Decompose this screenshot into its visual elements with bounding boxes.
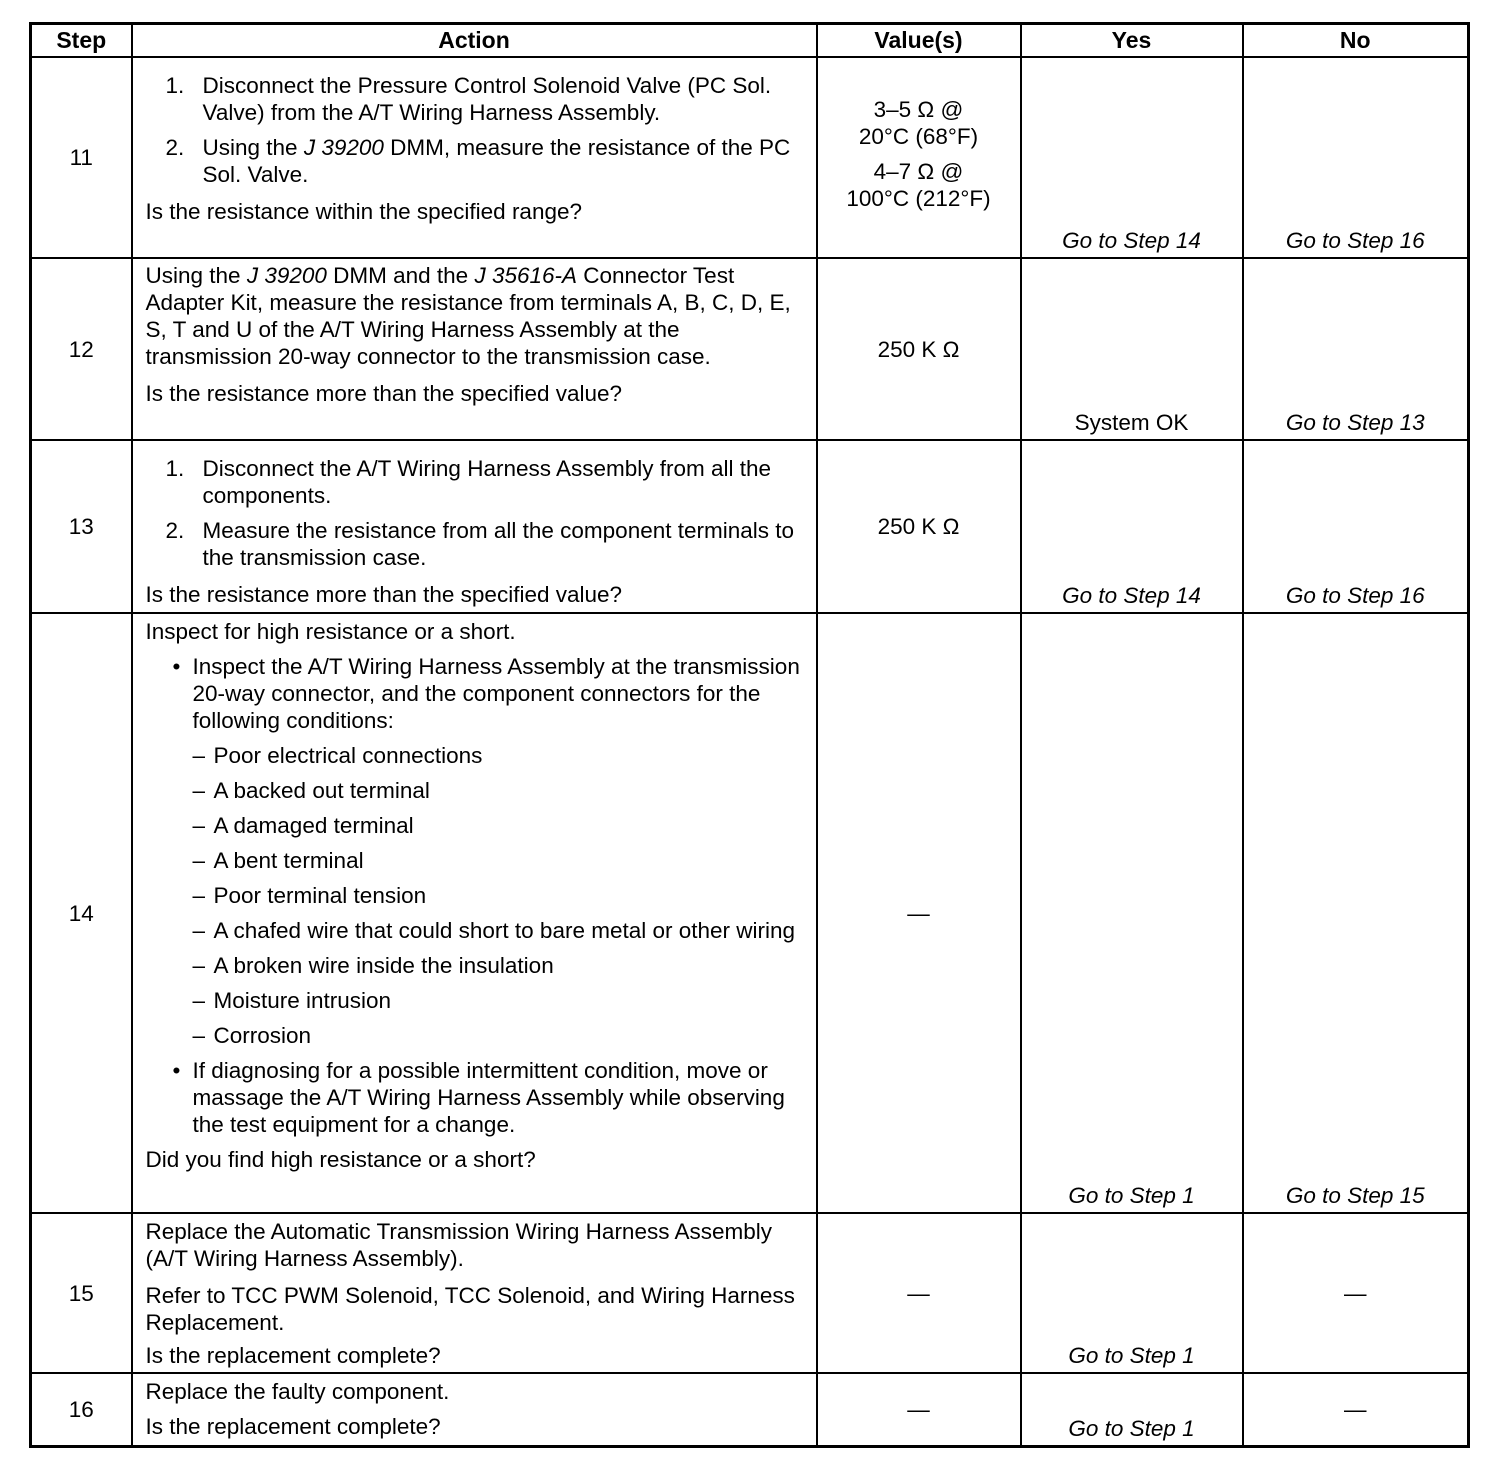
tool-reference: J 39200 — [246, 263, 327, 288]
tool-reference: J 39200 — [303, 135, 384, 160]
header-step: Step — [31, 24, 132, 58]
dash-marker: – — [192, 1023, 206, 1048]
action-steps — [146, 455, 804, 571]
step-number: 16 — [31, 1373, 132, 1446]
action-text: Disconnect the Pressure Control Solenoid Valve (PC Sol. Valve) from the A/T Wiring Harness Assembly. — [202, 73, 772, 125]
header-yes: Yes — [1021, 24, 1243, 58]
list-item — [181, 1022, 804, 1049]
action-text: Using the — [145, 263, 247, 288]
value-text: 20°C (68°F) — [858, 123, 979, 149]
action-paragraph: Replace the faulty component. — [145, 1379, 450, 1404]
condition-text: Poor electrical connections — [213, 743, 483, 768]
action-cell — [132, 1373, 817, 1446]
list-item — [181, 742, 804, 769]
no-cell: — — [1243, 1213, 1469, 1373]
yes-cell: Go to Step 1 — [1021, 1213, 1243, 1373]
condition-text: A broken wire inside the insulation — [213, 953, 554, 978]
step-number: 14 — [31, 613, 132, 1213]
action-text: If diagnosing for a possible intermittent condition, move or massage the A/T Wiring Harness Assembly while observing the test equipment for a change. — [192, 1058, 785, 1137]
no-cell: Go to Step 15 — [1243, 613, 1469, 1213]
action-cell — [132, 57, 817, 258]
yes-cell: Go to Step 1 — [1021, 613, 1243, 1213]
yes-cell: Go to Step 14 — [1021, 440, 1243, 613]
action-paragraph — [146, 262, 804, 370]
list-item: • If diagnosing for a possible intermittent condition, move or massage the A/T Wiring Harness Assembly while observing the test equipment for a change. — [172, 1058, 785, 1137]
list-item — [181, 882, 804, 909]
action-steps — [146, 72, 804, 188]
action-text: Measure the resistance from all the component terminals to the transmission case. — [202, 518, 795, 570]
no-cell: Go to Step 13 — [1243, 258, 1469, 440]
action-paragraph: Refer to TCC PWM Solenoid, TCC Solenoid, and Wiring Harness Replacement. — [145, 1283, 795, 1335]
list-item: • Inspect the A/T Wiring Harness Assembly at the transmission 20-way connector, and the component connectors for the following conditions: – Poor electrical connections – A backed out terminal – A damaged terminal – A bent terminal – Poor terminal tension – A chafed wire that could short to bare metal or other wiring – A broken wire inside the insulation – Moisture intrusion – Corrosion — [146, 653, 804, 1049]
action-text: DMM and the — [326, 263, 475, 288]
table-row-step-15 — [31, 1213, 1469, 1373]
list-item: 2. Measure the resistance from all the component terminals to the transmission case. — [165, 518, 795, 570]
condition-text: Corrosion — [213, 1023, 312, 1048]
dash-marker: – — [192, 953, 206, 978]
condition-text: A bent terminal — [213, 848, 364, 873]
action-question: Is the resistance within the specified range? — [145, 199, 582, 224]
action-cell — [132, 440, 817, 613]
action-cell — [132, 613, 817, 1213]
conditions-list — [193, 742, 804, 1049]
value-cell: — — [817, 613, 1021, 1213]
no-cell: Go to Step 16 — [1243, 57, 1469, 258]
list-item: 1. Disconnect the A/T Wiring Harness Assembly from all the components. — [165, 456, 772, 508]
list-item — [181, 847, 804, 874]
action-question: Is the resistance more than the specified value? — [145, 381, 623, 406]
table-row-step-11 — [31, 57, 1469, 258]
action-cell — [132, 258, 817, 440]
action-cell — [132, 1213, 817, 1373]
value-cell: — — [817, 1373, 1021, 1446]
action-question: Did you find high resistance or a short? — [145, 1147, 536, 1172]
action-question: Is the replacement complete? — [145, 1343, 441, 1368]
value-text: 100°C (212°F) — [846, 185, 991, 211]
action-paragraph: Replace the Automatic Transmission Wiring Harness Assembly (A/T Wiring Harness Assembly). — [145, 1219, 772, 1271]
action-text: Connector Test Adapter Kit, measure the resistance from terminals A, B, C, D, E, S, T and U of the A/T Wiring Harness Assembly at the transmission 20-way connector to the transmission case. — [145, 263, 791, 369]
action-text: Using the — [202, 135, 304, 160]
no-cell: — — [1243, 1373, 1469, 1446]
list-item: 2. Using the J 39200 DMM, measure the resistance of the PC Sol. Valve. — [165, 135, 791, 187]
dash-marker: – — [192, 813, 206, 838]
yes-cell: Go to Step 14 — [1021, 57, 1243, 258]
dash-marker: – — [192, 848, 206, 873]
value-text: 4–7 Ω @ — [873, 158, 964, 184]
action-question: Is the resistance more than the specified value? — [145, 582, 623, 607]
yes-cell: Go to Step 1 — [1021, 1373, 1243, 1446]
header-action: Action — [132, 24, 817, 58]
tool-reference: J 35616-A — [474, 263, 578, 288]
table-row-step-12 — [31, 258, 1469, 440]
action-question: Is the replacement complete? — [145, 1414, 441, 1439]
step-number: 11 — [31, 57, 132, 258]
action-text: Inspect the A/T Wiring Harness Assembly at the transmission 20-way connector, and the component connectors for the following conditions: — [192, 654, 800, 733]
condition-text: A chafed wire that could short to bare metal or other wiring — [213, 918, 796, 943]
yes-cell: System OK — [1021, 258, 1243, 440]
header-values: Value(s) — [817, 24, 1021, 58]
value-cell — [817, 57, 1021, 258]
dash-marker: – — [192, 778, 206, 803]
condition-text: Poor terminal tension — [213, 883, 427, 908]
list-item: 1. Disconnect the Pressure Control Solenoid Valve (PC Sol. Valve) from the A/T Wiring Harness Assembly. — [165, 73, 772, 125]
list-item — [181, 987, 804, 1014]
dash-marker: – — [192, 883, 206, 908]
value-cell: 250 K Ω — [817, 440, 1021, 613]
action-text: DMM, measure the resistance of the PC Sol. Valve. — [202, 135, 791, 187]
list-item — [181, 812, 804, 839]
no-cell: Go to Step 16 — [1243, 440, 1469, 613]
dash-marker: – — [192, 988, 206, 1013]
step-number: 12 — [31, 258, 132, 440]
list-item — [181, 917, 804, 944]
value-text: 3–5 Ω @ — [873, 96, 964, 122]
table-row-step-13 — [31, 440, 1469, 613]
table-row-step-14 — [31, 613, 1469, 1213]
diagnostic-table — [29, 22, 1470, 1448]
step-number: 13 — [31, 440, 132, 613]
condition-text: A backed out terminal — [213, 778, 430, 803]
list-item — [181, 952, 804, 979]
action-text: Disconnect the A/T Wiring Harness Assembly from all the components. — [202, 456, 772, 508]
condition-text: A damaged terminal — [213, 813, 414, 838]
list-item — [181, 777, 804, 804]
step-number: 15 — [31, 1213, 132, 1373]
header-row — [31, 24, 1469, 58]
value-cell: — — [817, 1213, 1021, 1373]
condition-text: Moisture intrusion — [213, 988, 392, 1013]
table-row-step-16 — [31, 1373, 1469, 1446]
dash-marker: – — [192, 918, 206, 943]
dash-marker: – — [192, 743, 206, 768]
header-no: No — [1243, 24, 1469, 58]
action-intro: Inspect for high resistance or a short. — [145, 619, 516, 644]
value-cell: 250 K Ω — [817, 258, 1021, 440]
action-bullets — [146, 653, 804, 1138]
